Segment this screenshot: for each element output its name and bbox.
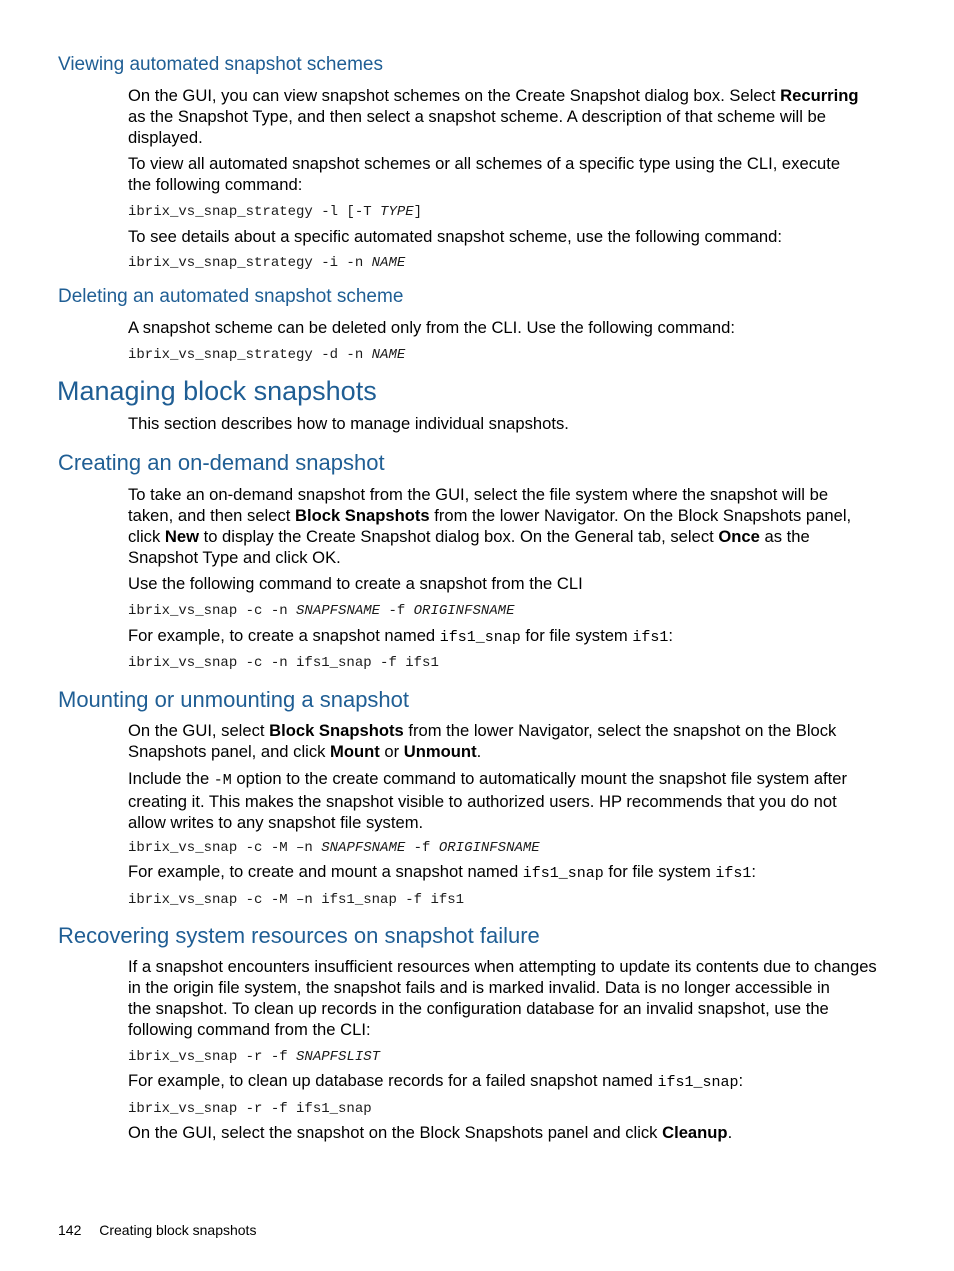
paragraph-mount-example: For example, to create and mount a snapshot named ifs1_snap for file system ifs1: — [128, 862, 757, 882]
chapter-title: Creating block snapshots — [99, 1222, 257, 1238]
code-strategy-list: ibrix_vs_snap_strategy -l [-T TYPE] — [128, 204, 423, 220]
code-snap-recover: ibrix_vs_snap -r -f SNAPFSLIST — [128, 1049, 381, 1065]
code-snap-recover-example: ibrix_vs_snap -r -f ifs1_snap — [128, 1101, 372, 1117]
paragraph-delete: A snapshot scheme can be deleted only from the CLI. Use the following command: — [128, 318, 735, 337]
paragraph-view-gui: On the GUI, you can view snapshot schemes on the Create Snapshot dialog box. Select Recurring as the Snapshot Type, and then select a snapshot scheme. A description of that scheme will be displayed. — [128, 86, 859, 147]
paragraph-cleanup-gui: On the GUI, select the snapshot on the Block Snapshots panel and click Cleanup. — [128, 1123, 733, 1142]
page-number: 142 — [58, 1222, 82, 1238]
code-snap-create: ibrix_vs_snap -c -n SNAPFSNAME -f ORIGINFSNAME — [128, 603, 515, 619]
heading-viewing-schemes: Viewing automated snapshot schemes — [58, 54, 383, 75]
code-strategy-info: ibrix_vs_snap_strategy -i -n NAME — [128, 255, 406, 271]
heading-recovering-resources: Recovering system resources on snapshot failure — [58, 923, 540, 948]
paragraph-managing-intro: This section describes how to manage individual snapshots. — [128, 414, 569, 433]
paragraph-create-gui: To take an on-demand snapshot from the GUI, select the file system where the snapshot will be taken, and then select Block Snapshots from the lower Navigator. On the Block Snapshots panel, click New to display the Create Snapshot dialog box. On the General tab, select Once as the Snapshot Type and click OK. — [128, 485, 852, 567]
heading-deleting-scheme: Deleting an automated snapshot scheme — [58, 286, 404, 307]
paragraph-recover: If a snapshot encounters insufficient resources when attempting to update its contents due to changes in the origin file system, the snapshot fails and is marked invalid. Data is no longer accessible in the snapshot. To clean up records in the configuration database for an invalid snapshot, use the following command from the CLI: — [128, 957, 877, 1039]
code-snap-mount: ibrix_vs_snap -c -M –n SNAPFSNAME -f ORIGINFSNAME — [128, 840, 540, 856]
paragraph-view-cli: To view all automated snapshot schemes or all schemes of a specific type using the CLI, execute the following command: — [128, 154, 841, 194]
heading-mounting-snapshot: Mounting or unmounting a snapshot — [58, 687, 410, 712]
paragraph-mount-option: Include the -M option to the create command to automatically mount the snapshot file system after creating it. This makes the snapshot visible to authorized users. HP recommends that you do not allow writes to any snapshot file system. — [128, 769, 848, 832]
heading-managing-block-snapshots: Managing block snapshots — [57, 376, 377, 406]
heading-creating-snapshot: Creating an on-demand snapshot — [58, 450, 385, 475]
paragraph-create-example: For example, to create a snapshot named ifs1_snap for file system ifs1: — [128, 626, 673, 646]
page-footer — [58, 1222, 256, 1238]
paragraph-create-cli: Use the following command to create a snapshot from the CLI — [128, 574, 583, 593]
paragraph-mount-gui: On the GUI, select Block Snapshots from the lower Navigator, select the snapshot on the Block Snapshots panel, and click Mount or Unmount. — [128, 721, 837, 761]
paragraph-recover-example: For example, to clean up database records for a failed snapshot named ifs1_snap: — [128, 1071, 744, 1091]
code-strategy-delete: ibrix_vs_snap_strategy -d -n NAME — [128, 347, 406, 363]
paragraph-view-details: To see details about a specific automated snapshot scheme, use the following command: — [128, 227, 782, 246]
code-snap-mount-example: ibrix_vs_snap -c -M –n ifs1_snap -f ifs1 — [128, 892, 465, 908]
code-snap-create-example: ibrix_vs_snap -c -n ifs1_snap -f ifs1 — [128, 655, 439, 671]
